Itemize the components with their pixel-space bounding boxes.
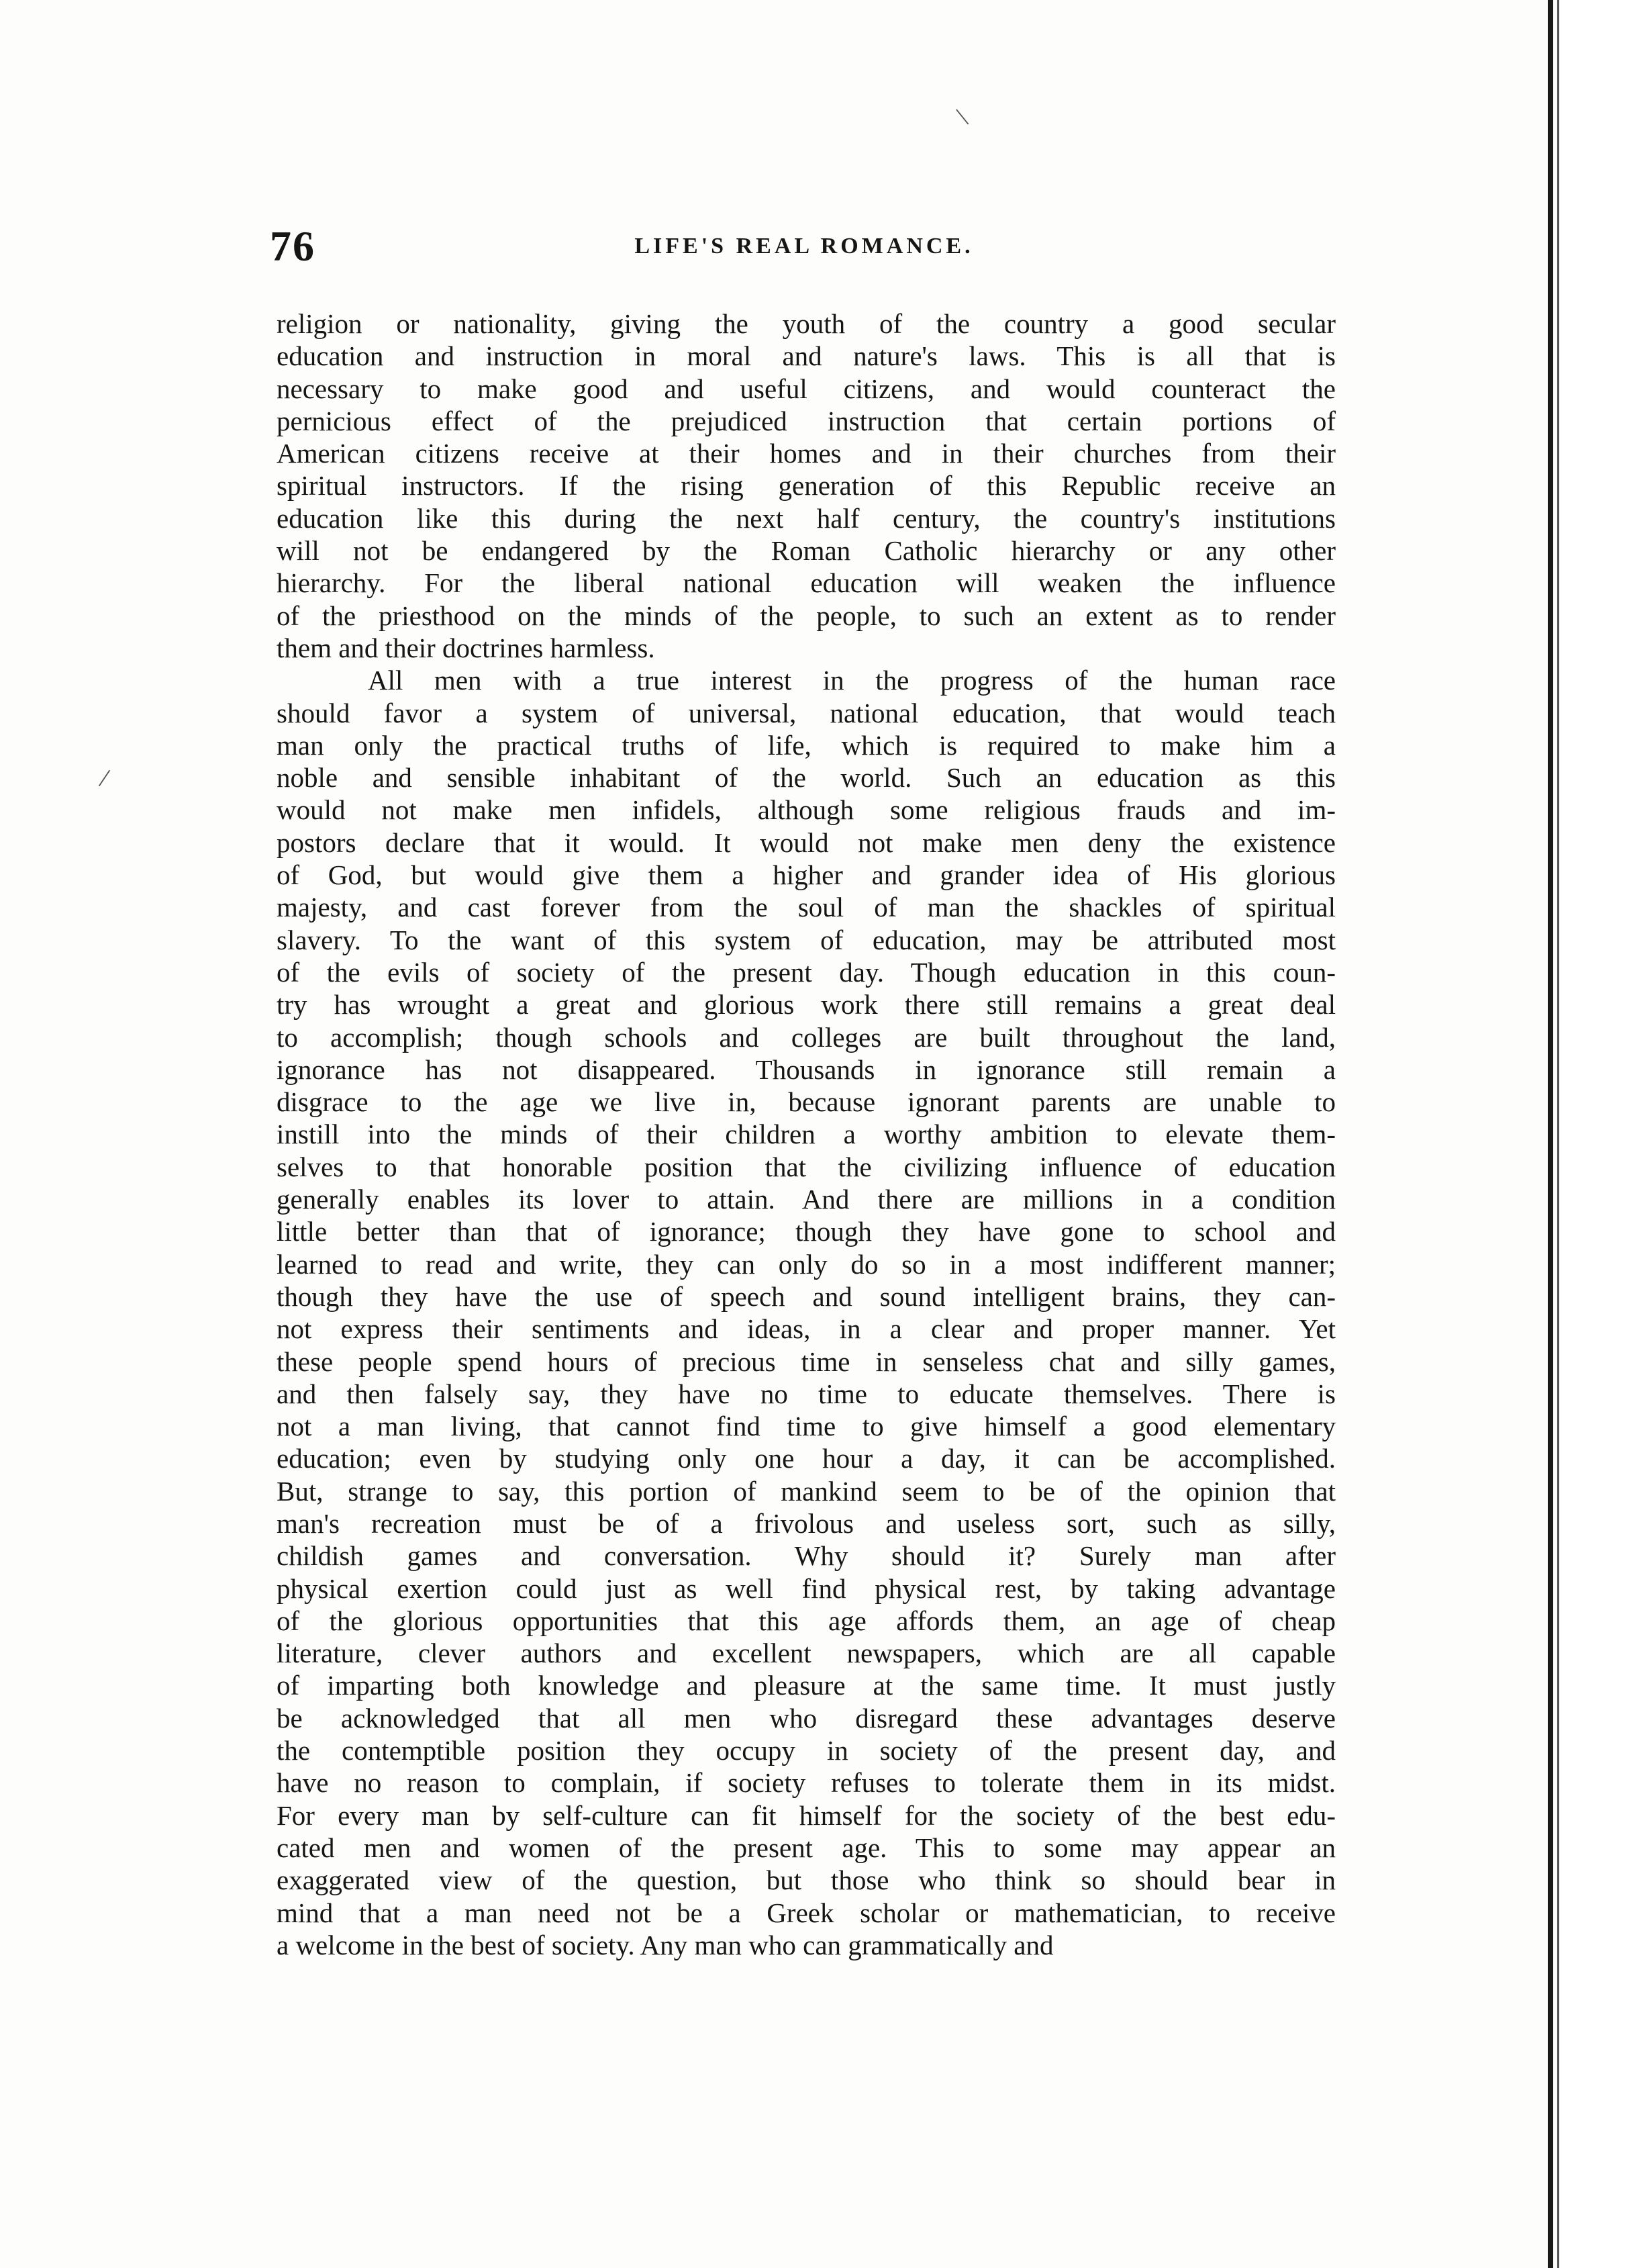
text-line: All men with a true interest in the progress of the human race (368, 665, 1336, 696)
text-line: education; even by studying only one hour a day, it can be accomplished. (277, 1443, 1336, 1474)
text-line: ignorance has not disappeared. Thousands in ignorance still remain a (277, 1053, 1336, 1085)
text-line: cated men and women of the present age. This to some may appear an (277, 1832, 1336, 1863)
text-line: majesty, and cast forever from the soul of man the shackles of spiritual (277, 892, 1336, 923)
text-line: For every man by self-culture can fit himself for the society of the best edu- (277, 1799, 1336, 1831)
text-line: necessary to make good and useful citizens, and would counteract the (277, 373, 1336, 404)
running-head: LIFE'S REAL ROMANCE. (634, 234, 974, 258)
text-line: childish games and conversation. Why should it? Surely man after (277, 1540, 1336, 1572)
text-line: hierarchy. For the liberal national education will weaken the influence (277, 567, 1336, 599)
text-line: disgrace to the age we live in, because ignorant parents are unable to (277, 1086, 1336, 1118)
text-line: learned to read and write, they can only do so in a most indifferent manner; (277, 1248, 1336, 1280)
page-number: 76 (270, 222, 315, 270)
text-line: not a man living, that cannot find time to give himself a good elementary (277, 1411, 1336, 1442)
text-line: try has wrought a great and glorious work there still remains a great deal (277, 989, 1336, 1021)
text-line: education and instruction in moral and nature's laws. This is all that is (277, 340, 1336, 372)
text-line: have no reason to complain, if society refuses to tolerate them in its midst. (277, 1767, 1336, 1799)
text-line: of imparting both knowledge and pleasure at the same time. It must justly (277, 1670, 1336, 1701)
text-line: man only the practical truths of life, which is required to make him a (277, 729, 1336, 761)
text-line: should favor a system of universal, national education, that would teach (277, 697, 1336, 728)
text-line: them and their doctrines harmless. (277, 632, 655, 663)
page-binding-edge (1548, 0, 1553, 2268)
text-line: mind that a man need not be a Greek scholar or mathematician, to receive (277, 1897, 1336, 1928)
stray-mark-left: / (97, 762, 112, 794)
text-line: of the glorious opportunities that this age affords them, an age of cheap (277, 1605, 1336, 1636)
text-line: a welcome in the best of society. Any man who can grammatically and (277, 1929, 1054, 1960)
page-margin-outer (1559, 0, 1625, 2268)
text-line: be acknowledged that all men who disregard these advantages deserve (277, 1702, 1336, 1734)
text-line: generally enables its lover to attain. And there are millions in a condition (277, 1184, 1336, 1215)
text-line: American citizens receive at their homes and in their churches from their (277, 438, 1336, 469)
text-line: exaggerated view of the question, but those who think so should bear in (277, 1864, 1336, 1896)
text-line: noble and sensible inhabitant of the world. Such an education as this (277, 762, 1336, 794)
text-line: spiritual instructors. If the rising generation of this Republic receive an (277, 470, 1336, 502)
text-line: not express their sentiments and ideas, in a clear and proper manner. Yet (277, 1313, 1336, 1345)
page-header (270, 222, 1338, 269)
text-line: slavery. To the want of this system of education, may be attributed most (277, 924, 1336, 955)
text-line: man's recreation must be of a frivolous and useless sort, such as silly, (277, 1507, 1336, 1539)
text-line: and then falsely say, they have no time to educate themselves. There is (277, 1378, 1336, 1409)
paragraph (277, 308, 1336, 664)
text-line: But, strange to say, this portion of mankind seem to be of the opinion that (277, 1475, 1336, 1507)
text-line: postors declare that it would. It would not make men deny the existence (277, 826, 1336, 858)
text-line: though they have the use of speech and sound intelligent brains, they can- (277, 1280, 1336, 1312)
text-line: the contemptible position they occupy in society of the present day, and (277, 1735, 1336, 1766)
text-line: physical exertion could just as well find physical rest, by taking advantage (277, 1572, 1336, 1604)
text-line: of the priesthood on the minds of the people, to such an extent as to render (277, 600, 1336, 631)
text-line: selves to that honorable position that the civilizing influence of education (277, 1151, 1336, 1182)
text-line: will not be endangered by the Roman Catholic hierarchy or any other (277, 535, 1336, 567)
stray-mark-top: \ (953, 101, 971, 132)
text-line: religion or nationality, giving the youth of the country a good secular (277, 308, 1336, 339)
body-text (277, 308, 1336, 1961)
paragraph (277, 664, 1336, 1961)
text-line: would not make men infidels, although some religious frauds and im- (277, 794, 1336, 826)
text-line: instill into the minds of their children a worthy ambition to elevate them- (277, 1119, 1336, 1150)
text-line: pernicious effect of the prejudiced instruction that certain portions of (277, 405, 1336, 436)
text-line: education like this during the next half century, the country's institutions (277, 502, 1336, 534)
text-line: of the evils of society of the present day. Though education in this coun- (277, 956, 1336, 988)
text-line: to accomplish; though schools and colleges are built throughout the land, (277, 1021, 1336, 1053)
text-line: little better than that of ignorance; though they have gone to school and (277, 1216, 1336, 1247)
text-line: literature, clever authors and excellent newspapers, which are all capable (277, 1638, 1336, 1669)
text-line: of God, but would give them a higher and grander idea of His glorious (277, 859, 1336, 891)
text-line: these people spend hours of precious time in senseless chat and silly games, (277, 1345, 1336, 1377)
